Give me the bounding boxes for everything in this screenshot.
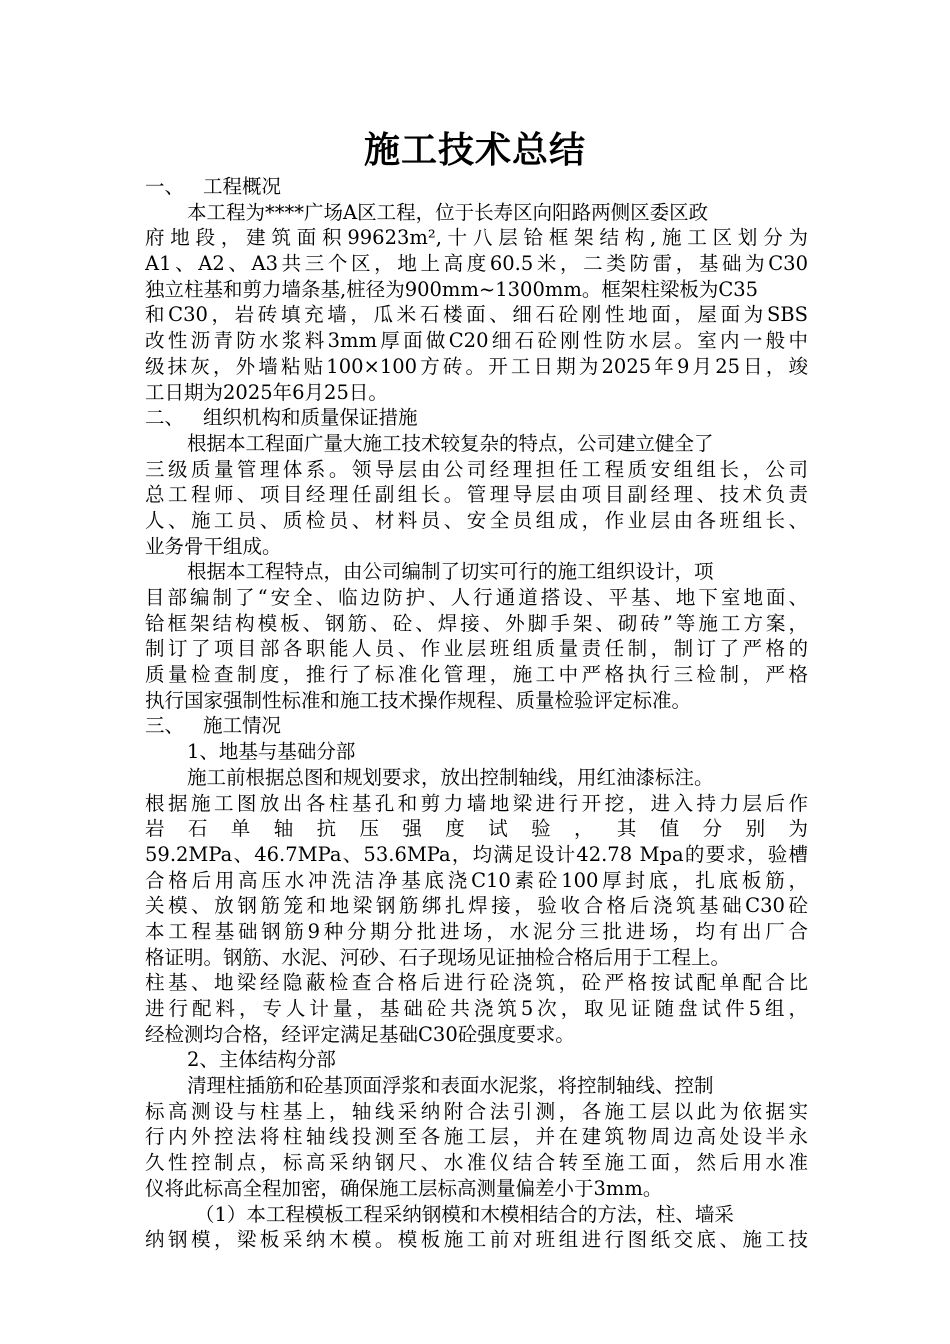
paragraph-line: 久性控制点，标高采纳钢尺、水准仪结合转至施工面，然后用水准	[145, 1151, 808, 1175]
paragraph-line: 施工前根据总图和规划要求，放出控制轴线，用红油漆标注。	[187, 765, 714, 789]
section-title: 施工情况	[203, 714, 282, 738]
paragraph-line: 关模、放钢筋笼和地梁钢筋绑扎焊接，验收合格后浇筑基础C30砼	[145, 894, 808, 918]
paragraph-line: 格证明。钢筋、水泥、河砂、石子现场见证抽检合格后用于工程上。	[145, 945, 731, 969]
paragraph-line: 经检测均合格，经评定满足基础C30砼强度要求。	[145, 1022, 575, 1046]
paragraph-line: 纳钢模，梁板采纳木模。模板施工前对班组进行图纸交底、施工技	[145, 1228, 808, 1252]
paragraph-line: 仪将此标高全程加密，确保施工层标高测量偏差小于3mm。	[145, 1176, 663, 1200]
paragraph-line: 执行国家强制性标准和施工技术操作规程、质量检验评定标准。	[145, 688, 692, 712]
paragraph-line: 59.2MPa、46.7MPa、53.6MPa，均满足设计42.78 Mpa的要求，验槽	[145, 842, 808, 866]
paragraph-line: 岩石单轴抗压强度试验，其值分别为	[145, 817, 808, 841]
section-heading	[145, 405, 808, 431]
paragraph-line: 铪框架结构模板、钢筋、砼、焊接、外脚手架、砌砖”等施工方案，	[145, 611, 808, 635]
section-number: 二、	[145, 406, 185, 430]
paragraph-line: （1）本工程模板工程采纳钢模和木模相结合的方法，柱、墙采	[195, 1202, 734, 1226]
paragraph-line: 制订了项目部各职能人员、作业层班组质量责任制，制订了严格的	[145, 637, 808, 661]
paragraph-line: 和C30，岩砖填充墙，瓜米石楼面、细石砼刚性地面，屋面为SBS	[145, 303, 808, 327]
paragraph-line: 清理柱插筋和砼基顶面浮浆和表面水泥浆，将控制轴线、控制	[187, 1074, 714, 1098]
section-number: 一、	[145, 175, 185, 198]
paragraph-line: 目部编制了“安全、临边防护、人行通道搭设、平基、地下室地面、	[145, 586, 808, 609]
paragraph-line: 根据本工程面广量大施工技术较复杂的特点，公司建立健全了	[187, 431, 714, 455]
paragraph-line: 标高测设与柱基上，轴线采纳附合法引测，各施工层以此为依据实	[145, 1099, 808, 1123]
paragraph-line: 质量检查制度，推行了标准化管理，施工中严格执行三检制，严格	[145, 663, 808, 687]
paragraph-line: 三级质量管理体系。领导层由公司经理担任工程质安组组长，公司	[145, 457, 808, 481]
paragraph-line: 合格后用高压水冲洗洁净基底浇C10素砼100厚封底，扎底板筋，	[145, 868, 808, 892]
paragraph-line: 级抹灰，外墙粘贴100×100方砖。开工日期为2025年9月25日，竣	[145, 354, 808, 378]
section-heading	[145, 174, 808, 200]
subsection-heading: 1、地基与基础分部	[187, 740, 356, 764]
paragraph-line: 柱基、地梁经隐蔽检查合格后进行砼浇筑，砼严格按试配单配合比	[145, 971, 808, 995]
paragraph-line: 独立柱基和剪力墙条基,桩径为900mm~1300mm。框架柱梁板为C35	[145, 277, 759, 301]
paragraph-line: 本工程为****广场A区工程，位于长寿区向阳路两侧区委区政	[187, 200, 709, 224]
section-number: 三、	[145, 714, 185, 738]
paragraph-line: 业务骨干组成。	[145, 534, 282, 558]
paragraph-line: A1、A2、A3共三个区，地上高度60.5米，二类防雷，基础为C30	[145, 252, 808, 276]
paragraph-line: 进行配料，专人计量，基础砼共浇筑5次，取见证随盘试件5组，	[145, 997, 808, 1020]
section-heading	[145, 713, 808, 739]
section-title: 工程概况	[203, 175, 282, 198]
subsection-heading: 2、主体结构分部	[187, 1048, 336, 1072]
paragraph-line: 根据施工图放出各柱基孔和剪力墙地梁进行开挖，进入持力层后作	[145, 791, 808, 815]
document-body	[145, 174, 808, 1253]
paragraph-line: 本工程基础钢筋9种分期分批进场，水泥分三批进场，均有出厂合	[145, 919, 808, 943]
paragraph-line: 工日期为2025年6月25日。	[145, 380, 388, 404]
paragraph-line: 根据本工程特点，由公司编制了切实可行的施工组织设计，项	[187, 560, 714, 584]
paragraph-line: 行内外控法将柱轴线投测至各施工层，并在建筑物周边高处设半永	[145, 1125, 808, 1149]
paragraph-line: 改性沥青防水浆料3mm厚面做C20细石砼刚性防水层。室内一般中	[145, 329, 808, 353]
paragraph-line: 府地段，建筑面积99623m²,十八层铪框架结构,施工区划分为	[145, 226, 808, 250]
paragraph-line: 总工程师、项目经理任副组长。管理导层由项目副经理、技术负责	[145, 483, 808, 507]
document-title: 施工技术总结	[363, 129, 586, 171]
paragraph-line: 人、施工员、质检员、材料员、安全员组成，作业层由各班组长、	[145, 508, 808, 532]
section-title: 组织机构和质量保证措施	[203, 406, 418, 430]
